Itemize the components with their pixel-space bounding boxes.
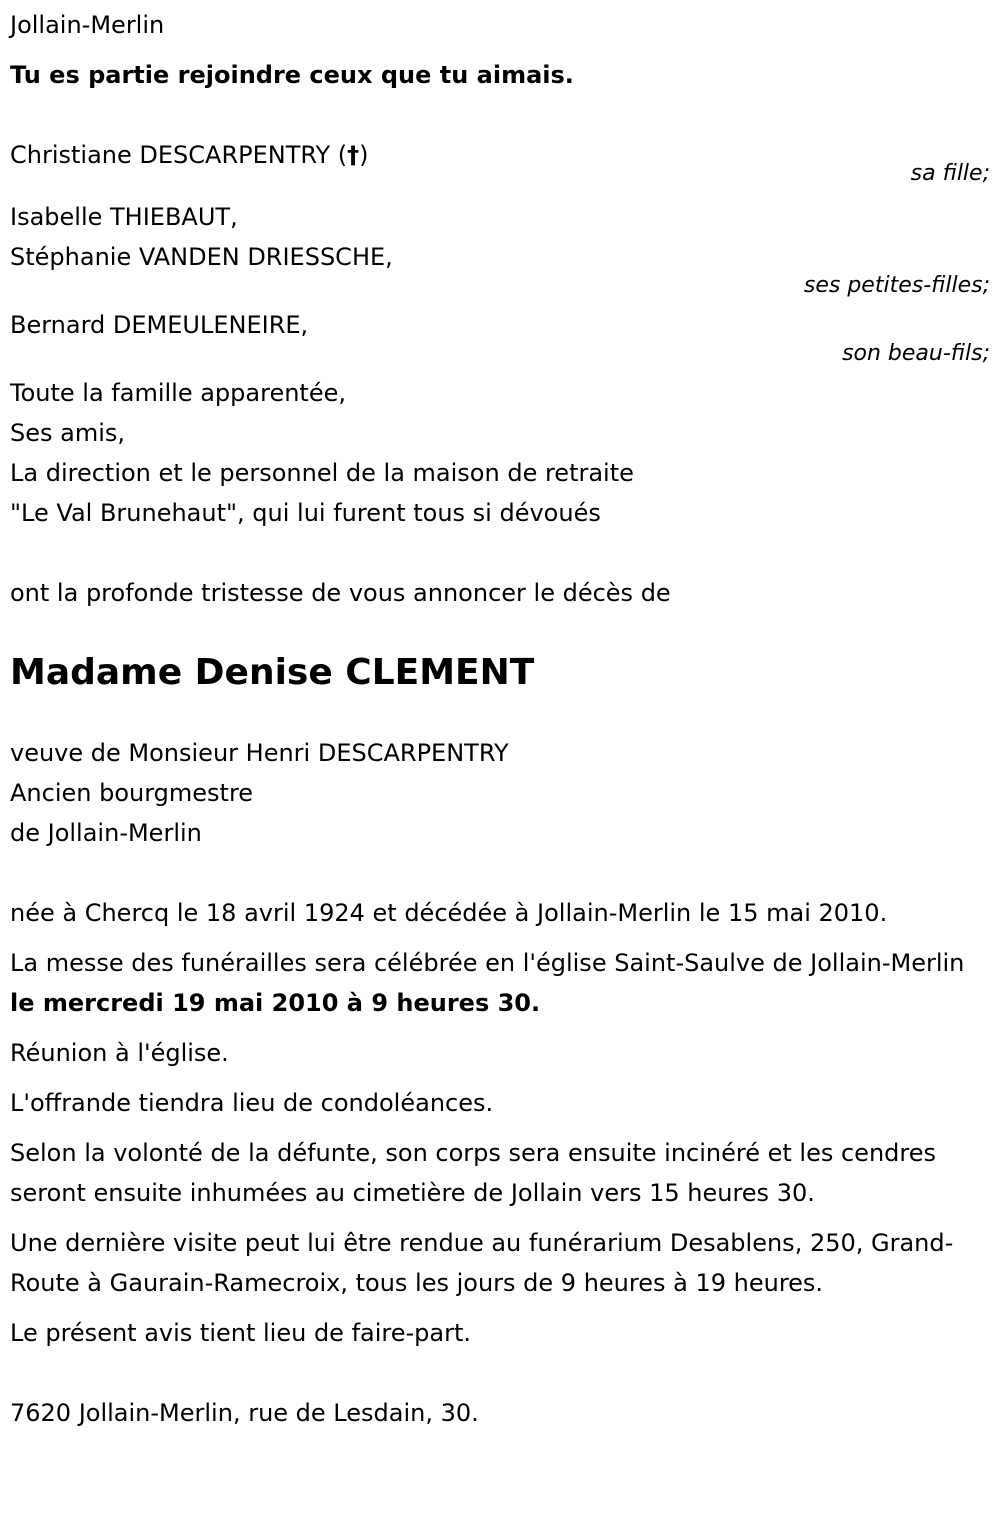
detail-line: Ancien bourgmestre [10, 779, 254, 807]
place-name: Jollain-Merlin [10, 11, 165, 39]
other-mourners [10, 373, 990, 533]
mourner-line: Toute la famille apparentée, [10, 379, 346, 407]
reunion: Réunion à l'église. [10, 1039, 229, 1067]
granddaughters-role: ses petites-filles; [803, 273, 990, 298]
notice: Le présent avis tient lieu de faire-part. [10, 1319, 472, 1347]
announcement: ont la profonde tristesse de vous annoncer le décès de [10, 579, 671, 607]
granddaughter-1: Isabelle THIEBAUT, [10, 203, 238, 231]
last-visit: Une dernière visite peut lui être rendue au funérarium Desablens, 250, Grand-Route à Gaurain-Ramecroix, tous les jours de 9 heures à 19 heures. [10, 1229, 954, 1297]
daughter-name-close: ) [359, 141, 369, 169]
offering: L'offrande tiendra lieu de condoléances. [10, 1089, 494, 1117]
obituary-notice [10, 5, 990, 1433]
deceased-name: Madame Denise CLEMENT [10, 652, 535, 693]
mass-text: La messe des funérailles sera célébrée en l'église Saint-Saulve de Jollain-Merlin [10, 949, 965, 977]
soninlaw-name: Bernard DEMEULENEIRE, [10, 311, 309, 339]
soninlaw-role: son beau-fils; [842, 341, 990, 366]
address: 7620 Jollain-Merlin, rue de Lesdain, 30. [10, 1399, 479, 1427]
epitaph: Tu es partie rejoindre ceux que tu aimais. [10, 61, 574, 89]
cremation: Selon la volonté de la défunte, son corps sera ensuite incinéré et les cendres seront ensuite inhumées au cimetière de Jollain vers 15 heures 30. [10, 1139, 937, 1207]
deceased-details [10, 733, 990, 853]
granddaughter-2: Stéphanie VANDEN DRIESSCHE, [10, 243, 393, 271]
funeral-mass [10, 943, 990, 1023]
mass-date: le mercredi 19 mai 2010 à 9 heures 30. [10, 989, 541, 1017]
daughter-role: sa fille; [910, 161, 990, 186]
detail-line: de Jollain-Merlin [10, 819, 202, 847]
mourner-line: Ses amis, [10, 419, 126, 447]
cross-icon: † [347, 141, 360, 169]
mourner-line: "Le Val Brunehaut", qui lui furent tous si dévoués [10, 499, 601, 527]
birth-death: née à Chercq le 18 avril 1924 et décédée à Jollain-Merlin le 15 mai 2010. [10, 899, 888, 927]
detail-line: veuve de Monsieur Henri DESCARPENTRY [10, 739, 509, 767]
daughter-name-text: Christiane DESCARPENTRY ( [10, 141, 348, 169]
mourner-line: La direction et le personnel de la maison de retraite [10, 459, 634, 487]
